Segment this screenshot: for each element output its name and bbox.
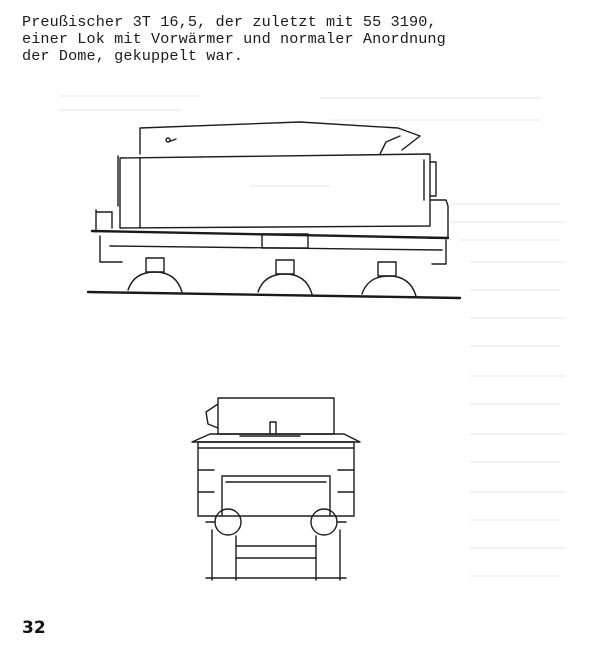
lamp-bracket-left xyxy=(198,470,214,492)
rear-frame-legs xyxy=(212,530,340,580)
front-buffer-beam xyxy=(96,210,112,232)
rail-line xyxy=(88,292,460,298)
coal-bunker-slope xyxy=(380,136,400,154)
page-number: 32 xyxy=(22,618,46,638)
rear-coal-lip xyxy=(206,404,218,428)
caption-line-2: einer Lok mit Vorwärmer und normaler Anordnung xyxy=(22,30,446,48)
rear-deck xyxy=(192,434,360,442)
lamp-bracket-right xyxy=(338,470,354,492)
wheel-3 xyxy=(362,276,416,296)
axle-box-1 xyxy=(146,258,164,272)
buffer-right xyxy=(311,509,337,535)
axle-box-2 xyxy=(276,260,294,274)
filler-cap xyxy=(270,422,276,434)
show-through-background xyxy=(60,96,565,576)
water-tank-body xyxy=(120,154,430,228)
coal-bunker-outline xyxy=(140,122,420,154)
lid-handle xyxy=(166,138,176,142)
axle-box-3 xyxy=(378,262,396,276)
wheel-2 xyxy=(258,274,312,294)
tender-side-view xyxy=(88,122,460,298)
caption-line-1: Preußischer 3T 16,5, der zuletzt mit 55 3190, xyxy=(22,13,437,31)
caption-line-3: der Dome, gekuppelt war. xyxy=(22,47,244,65)
rear-buffer-beam xyxy=(222,476,330,516)
wheel-1 xyxy=(128,272,182,292)
buffer-left xyxy=(215,509,241,535)
rear-toolbox xyxy=(430,200,448,238)
tender-rear-view xyxy=(192,398,360,580)
